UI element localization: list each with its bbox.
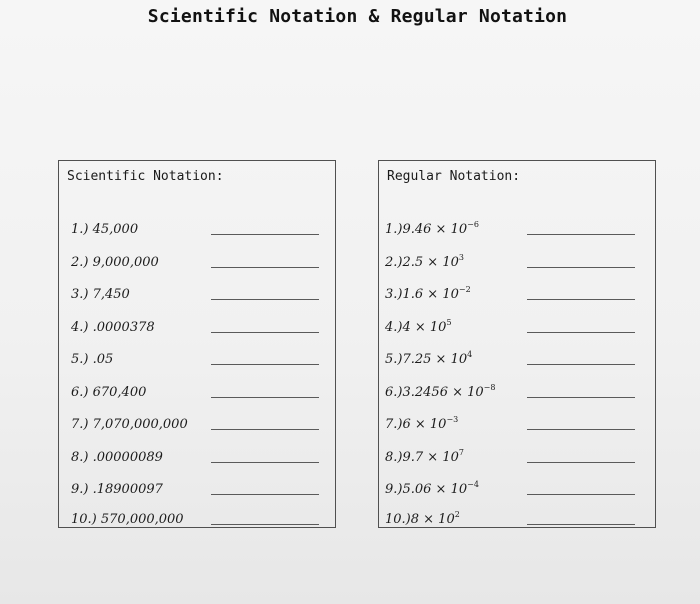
scientific-row-8 xyxy=(59,445,335,467)
regular-item-expression: $1.)9.46 \times 10^{-6}$ xyxy=(385,220,479,237)
regular-row-6 xyxy=(379,380,655,402)
regular-notation-box xyxy=(378,160,656,528)
regular-item-expression: $10.)8 \times 10^2$ xyxy=(385,510,460,527)
regular-item-expression: $8.)9.7 \times 10^7$ xyxy=(385,447,464,465)
answer-blank[interactable] xyxy=(211,429,319,430)
answer-blank[interactable] xyxy=(527,332,635,333)
scientific-item-label: 7.) 7,070,000,000 xyxy=(71,417,188,432)
regular-row-4 xyxy=(379,315,655,337)
answer-blank[interactable] xyxy=(211,364,319,365)
regular-item-expression: $6.)3.2456 \times 10^{-8}$ xyxy=(385,382,496,400)
regular-row-5 xyxy=(379,347,655,369)
scientific-notation-box xyxy=(58,160,336,528)
scientific-row-6 xyxy=(59,380,335,402)
scientific-row-3 xyxy=(59,282,335,304)
scientific-item-label: 10.) 570,000,000 xyxy=(71,512,184,527)
worksheet-title: Scientific Notation & Regular Notation xyxy=(147,6,568,27)
regular-row-10 xyxy=(379,507,655,529)
answer-blank[interactable] xyxy=(527,397,635,398)
scientific-item-label: 1.) 45,000 xyxy=(71,222,139,237)
answer-blank[interactable] xyxy=(527,494,635,495)
regular-item-expression: $3.)1.6 \times 10^{-2}$ xyxy=(385,285,471,302)
scientific-item-label: 5.) .05 xyxy=(71,352,114,367)
answer-blank[interactable] xyxy=(527,299,635,300)
regular-notation-heading: Regular Notation: xyxy=(387,169,521,184)
answer-blank[interactable] xyxy=(211,494,319,495)
answer-blank[interactable] xyxy=(527,462,635,463)
scientific-item-label: 4.) .0000378 xyxy=(71,319,155,335)
scientific-row-10 xyxy=(59,507,335,529)
regular-item-expression: $2.)2.5 \times 10^3$ xyxy=(385,252,464,270)
scientific-row-1 xyxy=(59,217,335,239)
regular-item-expression: $9.)5.06 \times 10^{-4}$ xyxy=(385,480,479,497)
regular-item-expression: $5.)7.25 \times 10^4$ xyxy=(385,350,473,367)
scientific-item-label: 2.) 9,000,000 xyxy=(71,254,159,270)
scientific-row-5 xyxy=(59,347,335,369)
scientific-notation-heading: Scientific Notation: xyxy=(67,169,224,184)
regular-row-9 xyxy=(379,477,655,499)
scientific-item-label: 3.) 7,450 xyxy=(71,287,130,302)
regular-item-expression: $4.)4 \times 10^5$ xyxy=(385,317,452,335)
scientific-row-2 xyxy=(59,250,335,272)
answer-blank[interactable] xyxy=(527,429,635,430)
scientific-item-label: 9.) .18900097 xyxy=(71,482,163,497)
regular-item-expression: $7.)6 \times 10^{-3}$ xyxy=(385,415,459,432)
answer-blank[interactable] xyxy=(527,267,635,268)
regular-row-8 xyxy=(379,445,655,467)
answer-blank[interactable] xyxy=(211,267,319,268)
regular-row-7 xyxy=(379,412,655,434)
answer-blank[interactable] xyxy=(211,332,319,333)
answer-blank[interactable] xyxy=(211,234,319,235)
regular-row-3 xyxy=(379,282,655,304)
answer-blank[interactable] xyxy=(211,299,319,300)
scientific-row-4 xyxy=(59,315,335,337)
answer-blank[interactable] xyxy=(211,397,319,398)
scientific-item-label: 6.) 670,400 xyxy=(71,384,147,400)
scientific-row-9 xyxy=(59,477,335,499)
answer-blank[interactable] xyxy=(211,462,319,463)
regular-row-2 xyxy=(379,250,655,272)
answer-blank[interactable] xyxy=(527,524,635,525)
scientific-item-label: 8.) .00000089 xyxy=(71,449,163,465)
regular-row-1 xyxy=(379,217,655,239)
answer-blank[interactable] xyxy=(527,234,635,235)
answer-blank[interactable] xyxy=(527,364,635,365)
answer-blank[interactable] xyxy=(211,524,319,525)
scientific-row-7 xyxy=(59,412,335,434)
